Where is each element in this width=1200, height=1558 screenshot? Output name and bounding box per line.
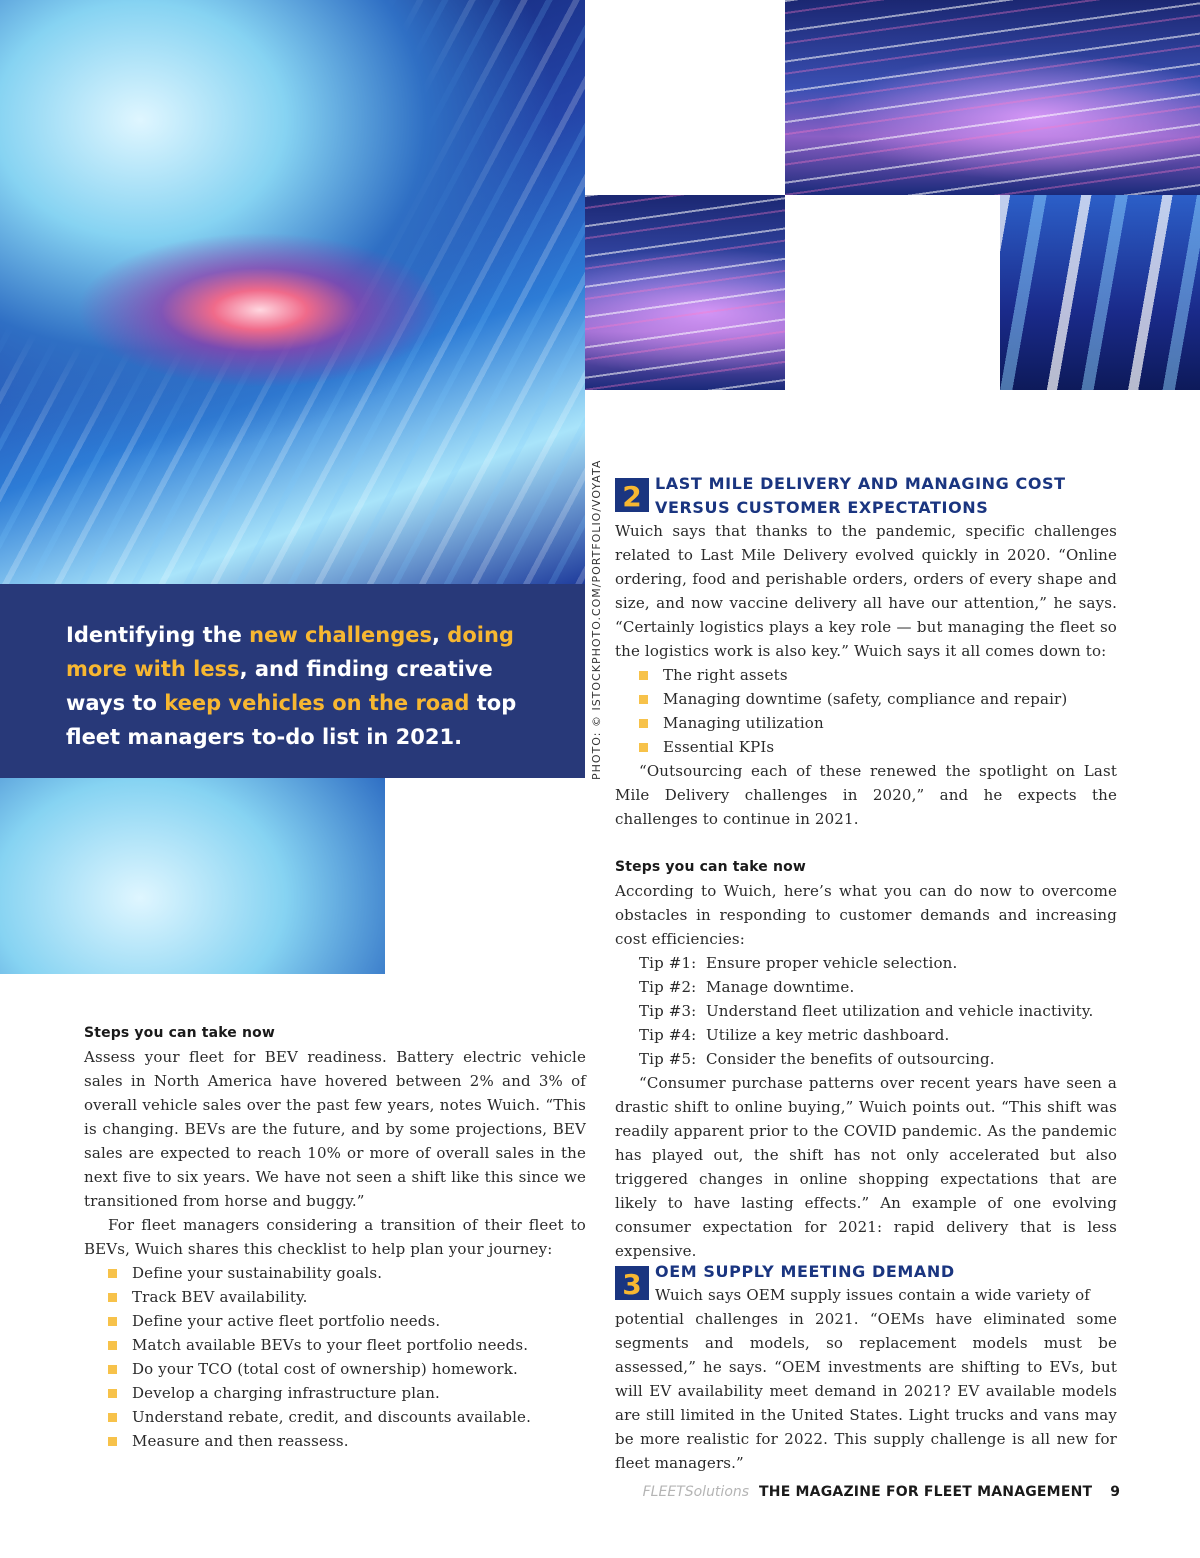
list-item-text: Essential KPIs — [663, 738, 775, 756]
section-3-paragraph: potential challenges in 2021. “OEMs have eliminated some segments and models, so replacement models must be assessed,” he says. “OEM investments are shifting to EVs, but will EV availability meet demand in 2021? EV available models are still limited in the United States. Light trucks and vans may be more realistic for 2022. This supply challenge is all new for fleet managers.” — [615, 1310, 1117, 1472]
tip-text: Consider the benefits of outsourcing. — [706, 1050, 995, 1068]
tip-label: Tip #4: — [639, 1026, 697, 1044]
pullquote-text: Identifying the — [66, 623, 250, 647]
square-bullet-icon — [639, 671, 648, 680]
list-item-text: Managing utilization — [663, 714, 824, 732]
pullquote-highlight: doing more with less — [66, 623, 514, 681]
section-2-paragraph-3: According to Wuich, here’s what you can do now to overcome obstacles in responding to customer demands and increasing cost efficiencies: — [615, 882, 1117, 948]
pullquote — [0, 584, 585, 778]
list-item-text: Develop a charging infrastructure plan. — [132, 1384, 440, 1402]
list-item-text: Define your active fleet portfolio needs. — [132, 1312, 441, 1330]
section-2-heading — [615, 472, 1066, 520]
section-2-subhead: Steps you can take now — [615, 859, 806, 875]
list-item-text: Track BEV availability. — [132, 1288, 308, 1306]
square-bullet-icon — [108, 1413, 117, 1422]
square-bullet-icon — [639, 719, 648, 728]
tunnel-photo — [0, 0, 585, 584]
list-item — [108, 1285, 586, 1309]
left-column — [84, 1021, 586, 1453]
section-2-title — [655, 472, 1066, 520]
page-number: 9 — [1110, 1484, 1120, 1500]
section-2-paragraph-4: “Consumer purchase patterns over recent years have seen a drastic shift to online buying,” Wuich points out. “This shift was readily apparent prior to the COVID pandemic. As the pandemic has played out, the shift has not only accelerated but also triggered changes in online shopping expectations that are likely to have lasting effects.” An example of one evolving consumer expectation for 2021: rapid delivery that is less expensive. — [615, 1074, 1117, 1260]
list-item — [108, 1333, 586, 1357]
section-2-paragraph-1: Wuich says that thanks to the pandemic, specific challenges related to Last Mile Delivery evolved quickly in 2020. “Online ordering, food and perishable orders, orders of every shape and size, and now vaccine delivery all have our attention,” he says. “Certainly logistics plays a key role — but managing the fleet so the logistics work is also key.” Wuich says it all comes down to: — [615, 522, 1117, 660]
square-bullet-icon — [108, 1269, 117, 1278]
pullquote-text: , — [431, 623, 448, 647]
list-item — [639, 711, 1117, 735]
list-item-text: Managing downtime (safety, compliance and repair) — [663, 690, 1068, 708]
square-bullet-icon — [639, 695, 648, 704]
pullquote-text: , and finding creative ways to — [66, 657, 493, 715]
light-trails-photo-middle — [585, 195, 785, 390]
section-3-paragraph-lead: Wuich says OEM supply issues contain a wide variety of — [655, 1286, 1090, 1304]
tip-item — [639, 951, 1117, 975]
square-bullet-icon — [108, 1437, 117, 1446]
tip-label: Tip #3: — [639, 1002, 697, 1020]
section-2-title-line1: LAST MILE DELIVERY AND MANAGING COST — [655, 474, 1066, 493]
tip-label: Tip #5: — [639, 1050, 697, 1068]
magazine-tagline: THE MAGAZINE FOR FLEET MANAGEMENT — [759, 1484, 1093, 1500]
section-number-2: 2 — [615, 478, 649, 512]
tunnel-photo-lower — [0, 778, 385, 974]
pullquote-text: top fleet managers to-do list in 2021. — [66, 691, 517, 749]
list-item-text: Match available BEVs to your fleet portfolio needs. — [132, 1336, 529, 1354]
left-paragraph-1: Assess your fleet for BEV readiness. Battery electric vehicle sales in North America have hovered between 2% and 3% of overall vehicle sales over the past few years, notes Wuich. “This is changing. BEVs are the future, and by some projections, BEV sales are expected to reach 10% or more of overall sales in the next five to six years. We have not seen a shift like this since we transitioned from horse and buggy.” — [84, 1048, 586, 1210]
list-item-text: Define your sustainability goals. — [132, 1264, 383, 1282]
list-item-text: The right assets — [663, 666, 788, 684]
pullquote-highlight: new challenges — [249, 623, 432, 647]
list-item — [108, 1405, 586, 1429]
tip-item — [639, 975, 1117, 999]
square-bullet-icon — [108, 1293, 117, 1302]
list-item — [108, 1381, 586, 1405]
list-item — [639, 663, 1117, 687]
tip-text: Utilize a key metric dashboard. — [706, 1026, 950, 1044]
section-2-list — [615, 663, 1117, 759]
list-item-text: Do your TCO (total cost of ownership) homework. — [132, 1360, 518, 1378]
photo-credit: PHOTO: © ISTOCKPHOTO.COM/PORTFOLIO/VOYATA — [590, 459, 603, 780]
list-item-text: Measure and then reassess. — [132, 1432, 349, 1450]
tip-item — [639, 1023, 1117, 1047]
left-paragraph-2: For fleet managers considering a transition of their fleet to BEVs, Wuich shares this checklist to help plan your journey: — [84, 1216, 586, 1258]
square-bullet-icon — [108, 1389, 117, 1398]
list-item — [108, 1429, 586, 1453]
list-item — [639, 735, 1117, 759]
pullquote-highlight: keep vehicles on the road — [164, 691, 470, 715]
publication-name: FLEETSolutions — [642, 1484, 750, 1500]
tip-label: Tip #1: — [639, 954, 697, 972]
list-item — [639, 687, 1117, 711]
section-3-title: OEM SUPPLY MEETING DEMAND — [655, 1262, 955, 1281]
square-bullet-icon — [108, 1317, 117, 1326]
list-item — [108, 1357, 586, 1381]
list-item — [108, 1261, 586, 1285]
bev-checklist — [84, 1261, 586, 1453]
section-2-title-line2: VERSUS CUSTOMER EXPECTATIONS — [655, 498, 989, 517]
square-bullet-icon — [108, 1341, 117, 1350]
square-bullet-icon — [639, 743, 648, 752]
page-footer — [643, 1484, 1120, 1508]
light-trails-photo-right — [1000, 195, 1200, 390]
tip-text: Ensure proper vehicle selection. — [706, 954, 958, 972]
section-2-paragraph-2: “Outsourcing each of these renewed the spotlight on Last Mile Delivery challenges in 2020,” and he expects the challenges to continue in 2021. — [615, 762, 1117, 828]
list-item — [108, 1309, 586, 1333]
left-subhead: Steps you can take now — [84, 1025, 275, 1041]
section-number-3: 3 — [615, 1266, 649, 1300]
tip-label: Tip #2: — [639, 978, 697, 996]
square-bullet-icon — [108, 1365, 117, 1374]
light-trails-photo-top — [785, 0, 1200, 195]
section-3-body — [615, 1283, 1117, 1475]
list-item-text: Understand rebate, credit, and discounts available. — [132, 1408, 532, 1426]
right-column — [615, 519, 1117, 1263]
tip-item — [639, 1047, 1117, 1071]
tip-item — [639, 999, 1117, 1023]
tip-text: Understand fleet utilization and vehicle inactivity. — [706, 1002, 1094, 1020]
tip-text: Manage downtime. — [706, 978, 855, 996]
tips-list — [615, 951, 1117, 1071]
